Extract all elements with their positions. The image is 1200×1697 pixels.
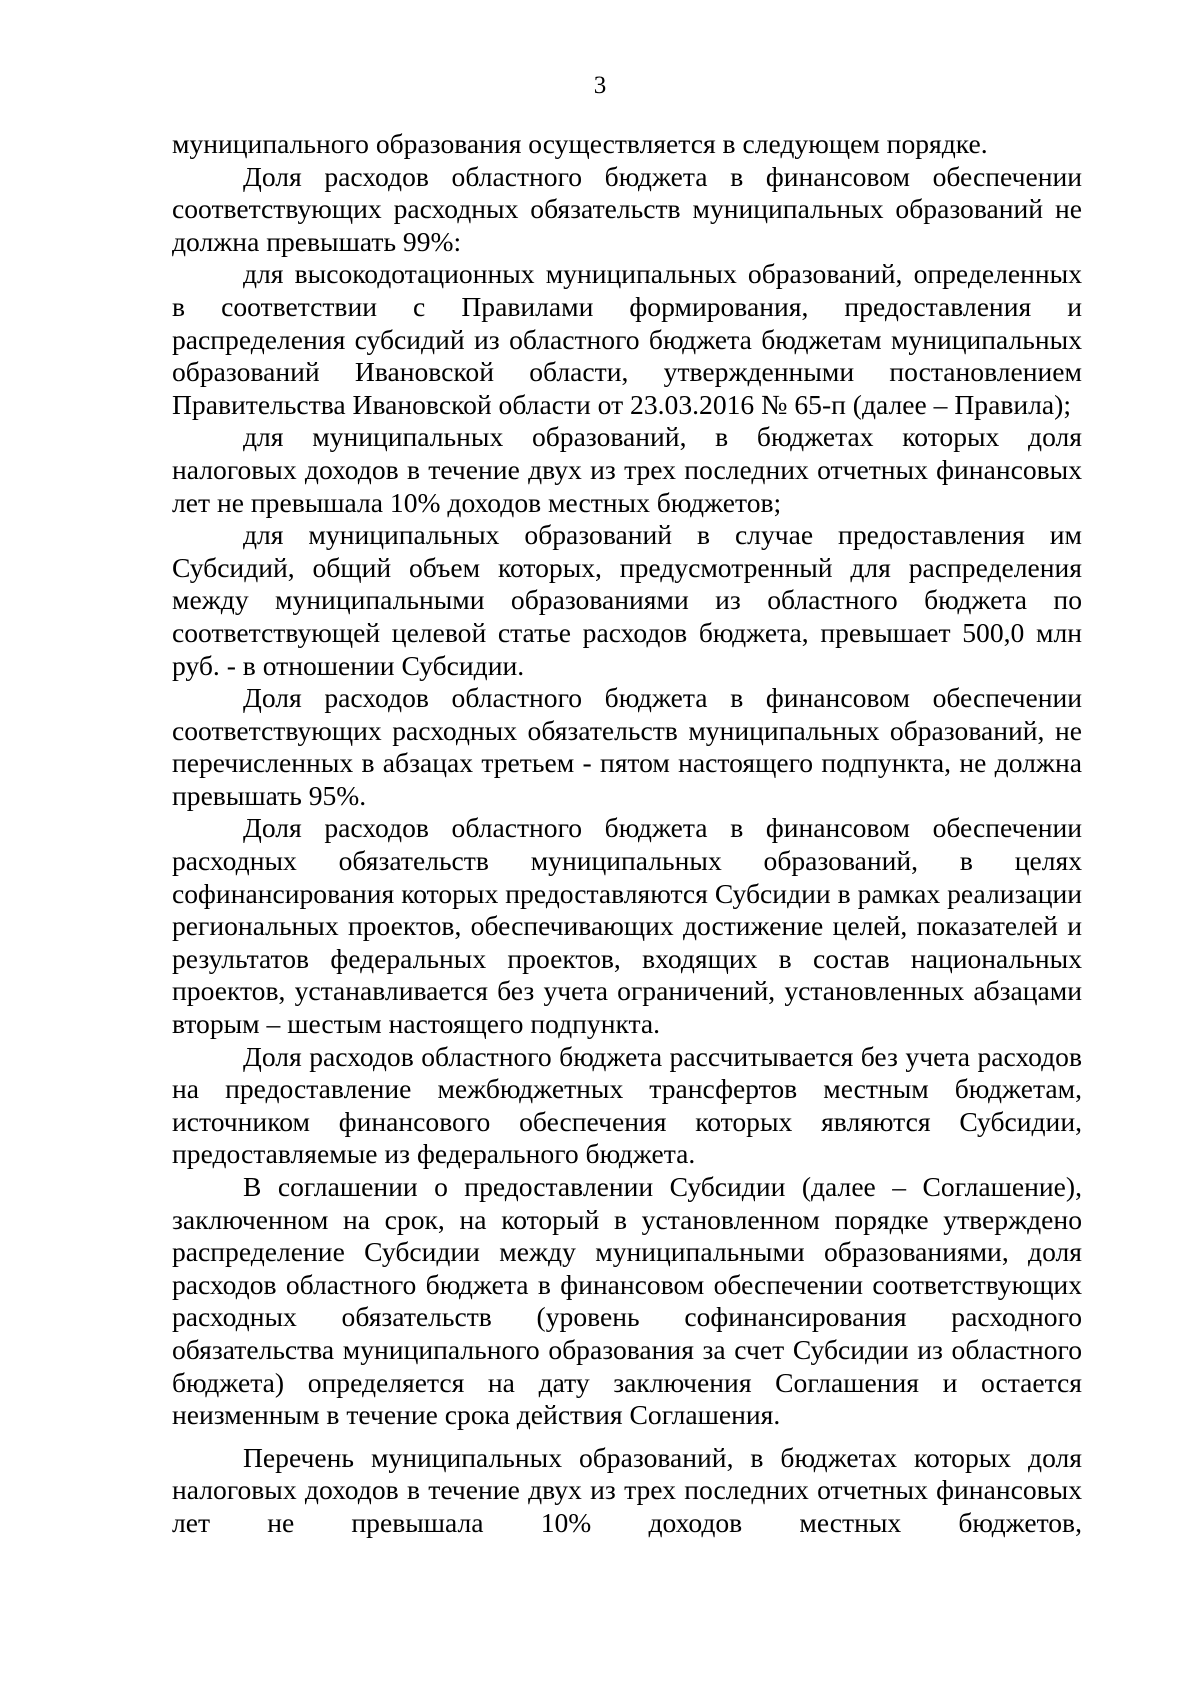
paragraph-5: для муниципальных образований в случае предоставления им Субсидий, общий объем которых, предусмотренный для распределения между муниципальными образованиями из областного бюджета по соответствующей целевой статье расходов бюджета, превышает 500,0 млн руб. - в отношении Субсидии.: [172, 519, 1082, 681]
paragraph-10: Перечень муниципальных образований, в бюджетах которых доля налоговых доходов в течение двух из трех последних отчетных финансовых лет не превышала 10% доходов местных бюджетов,: [172, 1441, 1082, 1538]
paragraph-7: Доля расходов областного бюджета в финансовом обеспечении расходных обязательств муниципальных образований, в целях софинансирования которых предоставляются Субсидии в рамках реализации региональных проектов, обеспечивающих достижение целей, показателей и результатов федеральных проектов, входящих в состав национальных проектов, устанавливается без учета ограничений, установленных абзацами вторым – шестым настоящего подпункта.: [172, 812, 1082, 1040]
paragraph-6: Доля расходов областного бюджета в финансовом обеспечении соответствующих расходных обязательств муниципальных образований, не перечисленных в абзацах третьем - пятом настоящего подпункта, не должна превышать 95%.: [172, 682, 1082, 811]
page-number: 3: [593, 72, 607, 99]
paragraph-3: для высокодотационных муниципальных образований, определенных в соответствии с Правилами формирования, предоставления и распределения субсидий из областного бюджета бюджетам муниципальных образований Ивановской области, утвержденными постановлением Правительства Ивановской области от 23.03.2016 № 65-п (далее – Правила);: [172, 258, 1082, 420]
paragraph-9: В соглашении о предоставлении Субсидии (далее – Соглашение), заключенном на срок, на который в установленном порядке утверждено распределение Субсидии между муниципальными образованиями, доля расходов областного бюджета в финансовом обеспечении соответствующих расходных обязательств (уровень софинансирования расходного обязательства муниципального образования за счет Субсидии из областного бюджета) определяется на дату заключения Соглашения и остается неизменным в течение срока действия Соглашения.: [172, 1171, 1082, 1431]
paragraph-2: Доля расходов областного бюджета в финансовом обеспечении соответствующих расходных обязательств муниципальных образований не должна превышать 99%:: [172, 160, 1082, 257]
paragraph-4: для муниципальных образований, в бюджетах которых доля налоговых доходов в течение двух из трех последних отчетных финансовых лет не превышала 10% доходов местных бюджетов;: [172, 421, 1082, 518]
document-body: [172, 128, 1082, 1540]
paragraph-1: муниципального образования осуществляется в следующем порядке.: [172, 128, 988, 159]
paragraph-8: Доля расходов областного бюджета рассчитывается без учета расходов на предоставление межбюджетных трансфертов местным бюджетам, источником финансового обеспечения которых являются Субсидии, предоставляемые из федерального бюджета.: [172, 1040, 1082, 1170]
